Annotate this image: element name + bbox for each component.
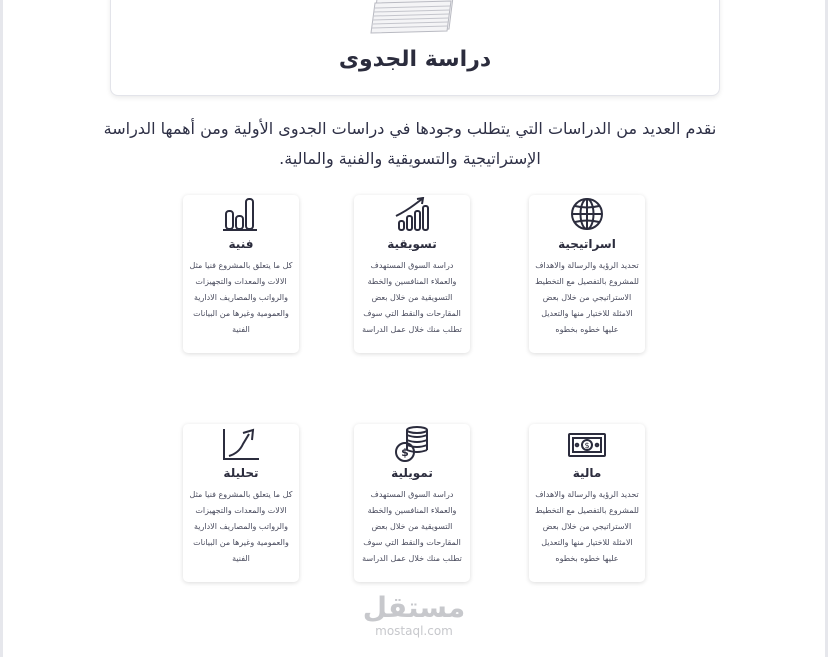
card-title: اسراتيجية bbox=[558, 237, 616, 251]
card-analytical[interactable] bbox=[183, 424, 299, 582]
card-description: دراسة السوق المستهدف والعملاء المنافسين والخطة التسويقية من خلال بعض المقارحات والنقط التي سوف تطلب منك خلال عمل الدراسة bbox=[362, 490, 462, 563]
card-title: تحليلة bbox=[223, 466, 259, 480]
page-title: دراسة الجدوى bbox=[338, 47, 492, 72]
card-description: كل ما يتعلق بالمشروع فنيا مثل الالات والمعدات والتجهيزات والرواتب والمصاريف الادارية والعمومية وغيرها من البيانات الفنية bbox=[189, 490, 293, 563]
globe-icon bbox=[567, 197, 607, 233]
svg-text:$: $ bbox=[401, 446, 409, 459]
card-financial[interactable] bbox=[529, 424, 645, 582]
card-description: كل ما يتعلق بالمشروع فنيا مثل الالات والمعدات والتجهيزات والرواتب والمصاريف الادارية والعمومية وغيرها من البيانات الفنية bbox=[189, 261, 293, 334]
card-description: تحديد الرؤية والرسالة والاهداف للمشروع بالتفصيل مع التخطيط الاستراتيجي من خلال بعض الامثلة للاختيار منها والتعديل عليها خطوه بخطوه bbox=[535, 490, 639, 563]
mostaql-watermark bbox=[360, 592, 468, 638]
coin-stack-icon bbox=[392, 426, 432, 462]
bar-chart-icon bbox=[221, 197, 261, 233]
page-frame-left bbox=[0, 0, 3, 657]
watermark-latin: mostaql.com bbox=[375, 624, 453, 638]
paper-stack-icon bbox=[363, 0, 463, 35]
header-card bbox=[110, 0, 720, 96]
growth-chart-icon bbox=[392, 197, 432, 233]
trend-arrow-icon bbox=[221, 426, 261, 462]
card-funding[interactable] bbox=[354, 424, 470, 582]
card-title: تمويلية bbox=[391, 466, 433, 480]
intro-text: نقدم العديد من الدراسات التي يتطلب وجودها في دراسات الجدوى الأولية ومن أهمها الدراسة الإستراتيجية والتسويقية والفنية والمالية. bbox=[103, 119, 717, 168]
card-strategic[interactable] bbox=[529, 195, 645, 353]
watermark-arabic: مستقل bbox=[362, 591, 466, 624]
card-technical[interactable] bbox=[183, 195, 299, 353]
svg-text:$: $ bbox=[584, 441, 590, 450]
card-title: فنية bbox=[228, 237, 254, 251]
card-marketing[interactable] bbox=[354, 195, 470, 353]
card-title: مالية bbox=[572, 466, 602, 480]
card-description: دراسة السوق المستهدف والعملاء المنافسين والخطة التسويقية من خلال بعض المقارحات والنقط التي سوف تطلب منك خلال عمل الدراسة bbox=[362, 261, 462, 334]
banknote-icon bbox=[561, 426, 613, 462]
card-description: تحديد الرؤية والرسالة والاهداف للمشروع بالتفصيل مع التخطيط الاستراتيجي من خلال بعض الامثلة للاختيار منها والتعديل عليها خطوه بخطوه bbox=[535, 261, 639, 334]
card-title: تسويقية bbox=[387, 237, 437, 251]
